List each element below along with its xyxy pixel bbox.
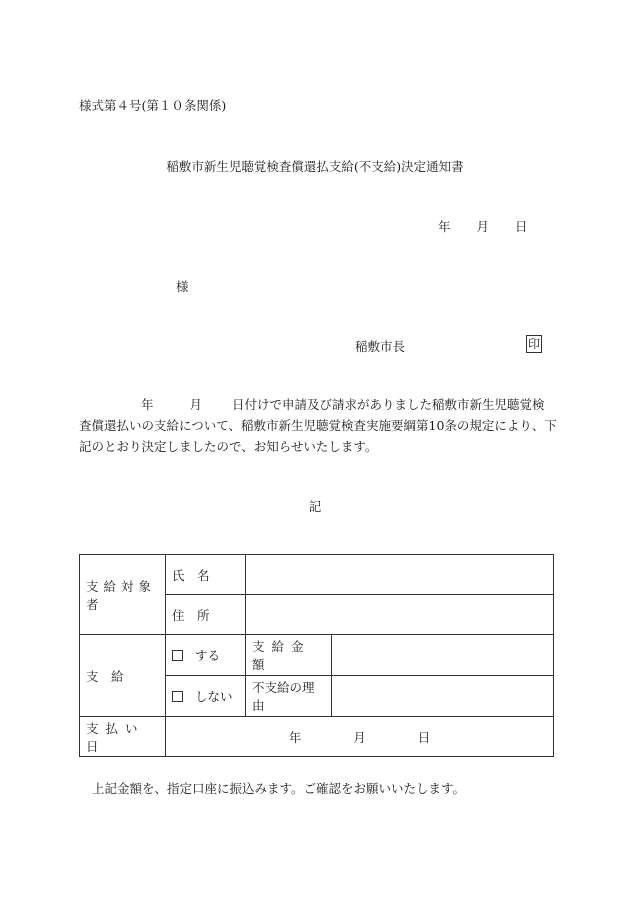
payment-label-cell <box>80 635 166 717</box>
checkbox-no[interactable] <box>172 691 183 702</box>
target-label: 支給対象者 <box>86 578 157 612</box>
address-label-cell <box>166 595 246 635</box>
document-title: 稲敷市新生児聴覚検査償還払支給(不支給)決定通知書 <box>166 159 464 174</box>
name-label-cell <box>166 555 246 595</box>
pay-year: 年 <box>288 729 302 745</box>
addressee-honorific: 様 <box>176 279 189 294</box>
name-field[interactable] <box>246 555 554 595</box>
reason-field[interactable] <box>332 676 554 717</box>
body-text: 日付けで申請及び請求がありました稲敷市新生児聴覚検査償還払いの支給について、稲敷市新生児聴覚検査実施要綱第10条の規定により、下記のとおり決定しましたので、お知らせいたします。 <box>79 397 557 454</box>
pay-day: 日 <box>417 729 431 745</box>
checkbox-yes[interactable] <box>172 650 183 661</box>
issuer-name: 稲敷市長 <box>355 339 406 354</box>
address-label: 住 所 <box>172 607 210 623</box>
date-month: 月 <box>476 219 490 234</box>
amount-label-cell <box>246 635 332 676</box>
option-no-label: しない <box>195 689 233 704</box>
date-day: 日 <box>515 219 528 234</box>
payment-label: 支 給 <box>86 668 124 684</box>
option-no-cell[interactable] <box>166 676 246 717</box>
footer-note: 上記金額を、指定口座に振込みます。ご確認をお願いいたします。 <box>92 781 466 796</box>
notice-body <box>79 394 557 457</box>
body-month: 月 <box>189 397 203 412</box>
decision-table <box>79 554 554 757</box>
form-number: 様式第４号(第１０条関係) <box>79 98 227 113</box>
ki-heading: 記 <box>308 499 322 514</box>
reason-label-cell <box>246 676 332 717</box>
pay-month: 月 <box>353 729 366 745</box>
date-year: 年 <box>438 219 451 234</box>
target-label-cell <box>80 555 166 635</box>
seal-mark: 印 <box>528 337 541 351</box>
body-year: 年 <box>141 397 154 412</box>
issue-date <box>438 217 528 235</box>
option-yes-label: する <box>195 648 221 663</box>
reason-label: 不支給の理由 <box>252 680 315 713</box>
amount-field[interactable] <box>332 635 554 676</box>
amount-label: 支給金額 <box>252 639 311 672</box>
address-field[interactable] <box>246 595 554 635</box>
pay-date-label: 支払い日 <box>86 720 145 754</box>
pay-date-label-cell <box>80 717 166 757</box>
name-label: 氏 名 <box>172 567 210 583</box>
option-yes-cell[interactable] <box>166 635 246 676</box>
pay-date-field[interactable] <box>166 717 554 757</box>
